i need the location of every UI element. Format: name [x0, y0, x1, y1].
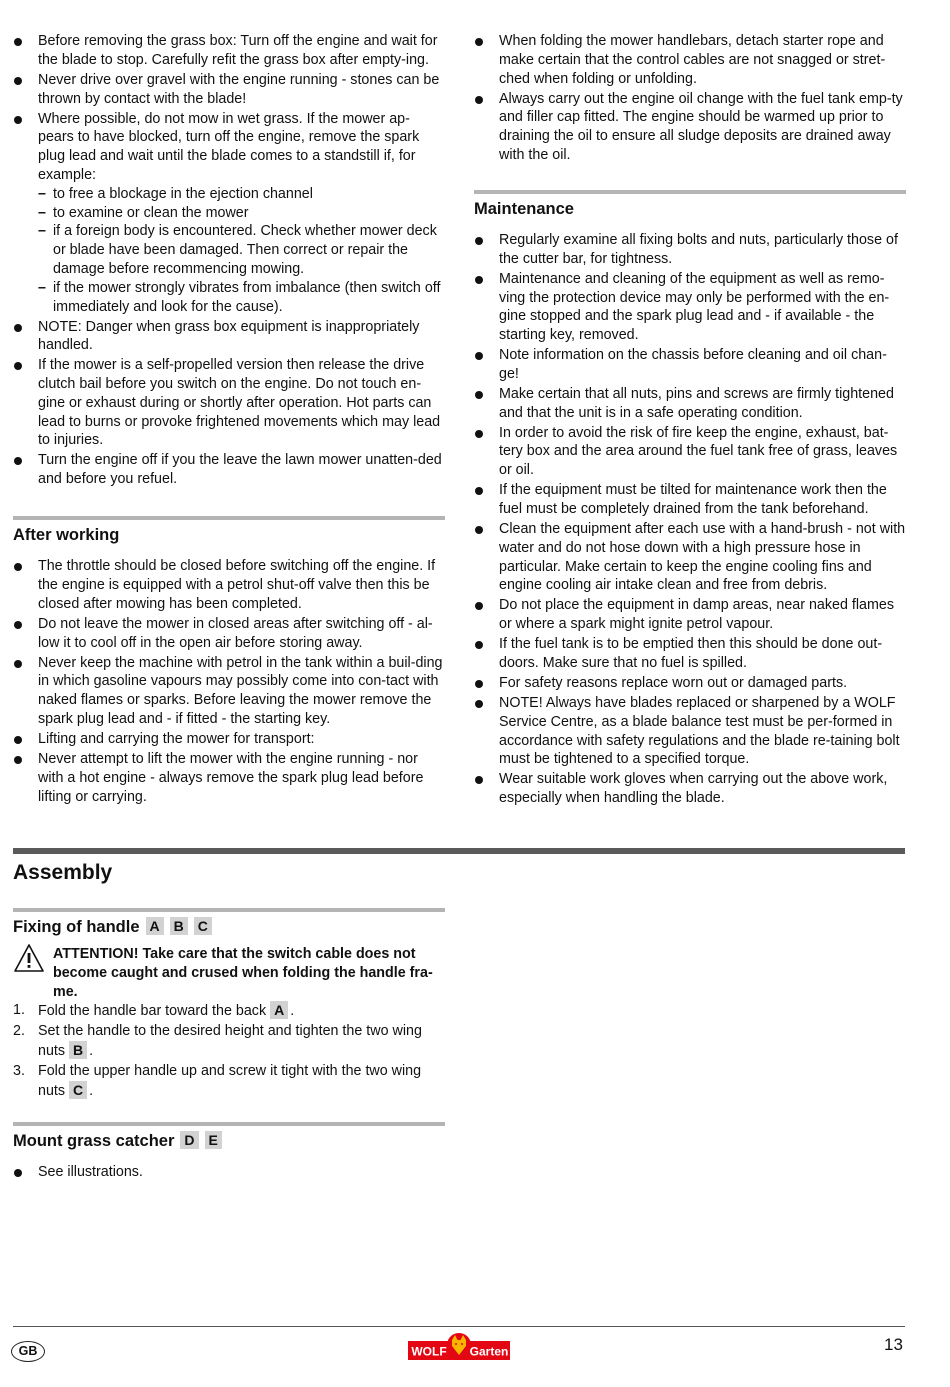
list-item: Clean the equipment after each use with a hand-brush - not with water and do not hose down with a high pressure hose in particular. Make certain to keep the engine cooling fins and engine cooling air intake clean and free from debris. [474, 520, 906, 595]
list-item: Never drive over gravel with the engine running - stones can be thrown by contact with the blade! [13, 71, 445, 109]
maintenance-list [474, 231, 906, 808]
fixing-handle-section [13, 908, 445, 1102]
figure-tag-b: B [69, 1041, 87, 1059]
dash-item: – to examine or clean the mower [38, 204, 445, 223]
list-item: Never keep the machine with petrol in the tank within a buil-ding in which gasoline vapours may possibly come into con-tact with naked flames or sparks. Before leaving the mower remove the spark plug lead and - if fitted - the starting key. [13, 654, 445, 729]
list-item: If the equipment must be tilted for maintenance work then the fuel must be completely drained from the tank beforehand. [474, 481, 906, 519]
step-number: 1. [13, 1002, 25, 1019]
handlebar-list [474, 32, 906, 165]
section-divider [474, 190, 906, 194]
logo-garten-text: Garten [469, 1344, 509, 1359]
figure-tag-a: A [270, 1001, 288, 1019]
list-item: Regularly examine all fixing bolts and nuts, particularly those of the cutter bar, for tightness. [474, 231, 906, 269]
list-item: Never attempt to lift the mower with the engine running - nor with a hot engine - always remove the spark plug lead before lifting or carrying. [13, 750, 445, 806]
dash-item: – if a foreign body is encountered. Check whether mower deck or blade have been damaged. Then correct or repair the damage before recommencing mowing. [38, 222, 445, 278]
step-item [13, 1062, 445, 1101]
fixing-handle-title: Fixing of handle [13, 918, 140, 936]
assembly-steps [13, 1001, 445, 1100]
list-item: Turn the engine off if you the leave the lawn mower unatten-ded and before you refuel. [13, 451, 445, 489]
dash-item: – to free a blockage in the ejection channel [38, 185, 445, 204]
list-item: The throttle should be closed before switching off the engine. If the engine is equipped with a petrol shut-off valve then this be closed after mowing has been completed. [13, 557, 445, 613]
safety-list [13, 32, 445, 489]
list-item: Always carry out the engine oil change with the fuel tank emp-ty and filler cap fitted. The engine should be warmed up prior to draining the oil to ensure all sludge deposits are drained away with the oil. [474, 90, 906, 165]
step-text: Fold the upper handle up and screw it tight with the two wing nuts [38, 1063, 422, 1099]
figure-tag-b: B [170, 917, 188, 935]
step-item [13, 1001, 445, 1021]
right-column [474, 32, 906, 809]
assembly-section [13, 848, 905, 886]
step-end: . [89, 1082, 94, 1099]
assembly-divider [13, 848, 905, 854]
list-item: Do not leave the mower in closed areas after switching off - al-low it to cool off in the open air before storing away. [13, 615, 445, 653]
step-text: Fold the handle bar toward the back [38, 1003, 267, 1020]
attention-text: ATTENTION! Take care that the switch cable does not become caught and crused when folding the handle fra-me. [53, 946, 433, 1000]
footer-divider [13, 1326, 905, 1327]
figure-tag-e: E [205, 1131, 222, 1149]
list-item: Make certain that all nuts, pins and screws are firmly tightened and that the unit is in a safe operating condition. [474, 385, 906, 423]
grass-catcher-section [13, 1122, 445, 1183]
list-item: Lifting and carrying the mower for transport: [13, 730, 445, 749]
section-divider [13, 1122, 445, 1126]
figure-tag-a: A [146, 917, 164, 935]
list-item [13, 110, 445, 317]
country-badge: GB [11, 1341, 45, 1362]
after-working-heading: After working [13, 526, 120, 545]
step-end: . [290, 1003, 295, 1020]
grass-catcher-heading [13, 1131, 445, 1151]
section-divider [13, 516, 445, 520]
attention-note [13, 945, 445, 1001]
list-item: Maintenance and cleaning of the equipment as well as remo-ving the protection device may only be performed with the en-gine stopped and the spark plug lead and - if available - the starting key, removed. [474, 270, 906, 345]
list-item: Before removing the grass box: Turn off the engine and wait for the blade to stop. Carefully refit the grass box after empty-ing. [13, 32, 445, 70]
figure-tag-c: C [69, 1081, 87, 1099]
step-number: 2. [13, 1023, 25, 1040]
dash-item: – if the mower strongly vibrates from imbalance (then switch off immediately and look for the cause). [38, 279, 445, 317]
list-item: For safety reasons replace worn out or damaged parts. [474, 674, 906, 693]
step-number: 3. [13, 1063, 25, 1080]
list-item: NOTE! Always have blades replaced or sharpened by a WOLF Service Centre, as a blade balance test must be per-formed in accordance with safety regulations and the blade re-taining bolt must be tightened to a specified torque. [474, 694, 906, 769]
grass-catcher-title: Mount grass catcher [13, 1132, 175, 1150]
list-item: Do not place the equipment in damp areas, near naked flames or where a spark might ignite petrol vapour. [474, 596, 906, 634]
example-list [38, 185, 445, 317]
step-item [13, 1022, 445, 1061]
step-text: Set the handle to the desired height and tighten the two wing nuts [38, 1023, 422, 1060]
warning-icon [13, 943, 45, 973]
list-item: See illustrations. [13, 1163, 445, 1182]
list-item: Note information on the chassis before cleaning and oil chan-ge! [474, 346, 906, 384]
list-item: If the mower is a self-propelled version then release the drive clutch bail before you switch on the engine. Do not touch en-gine or exhaust during or shortly after operation. Hot parts can lead to burns or provoke frightened movements which may lead to injuries. [13, 356, 445, 450]
section-divider [13, 908, 445, 912]
list-item-text: Where possible, do not mow in wet grass. If the mower ap-pears to have blocked, turn off the engine, remove the spark plug lead and wait until the blade comes to a standstill if, for example: [38, 110, 420, 183]
assembly-title: Assembly [13, 861, 113, 884]
figure-tag-c: C [194, 917, 212, 935]
list-item: When folding the mower handlebars, detach starter rope and make certain that the control cables are not snagged or stret-ched when folding or unfolding. [474, 32, 906, 88]
fixing-handle-heading [13, 917, 445, 937]
page-number: 13 [884, 1335, 903, 1354]
list-item: If the fuel tank is to be emptied then this should be done out-doors. Make sure that no fuel is spilled. [474, 635, 906, 673]
grass-catcher-list [13, 1163, 445, 1182]
wolf-garten-logo [408, 1331, 510, 1361]
list-item: NOTE: Danger when grass box equipment is inappropriately handled. [13, 318, 445, 356]
list-item: In order to avoid the risk of fire keep the engine, exhaust, bat-tery box and the area around the fuel tank free of grass, leaves or oil. [474, 424, 906, 480]
left-column [13, 32, 445, 808]
after-working-list [13, 557, 445, 806]
figure-tag-d: D [180, 1131, 198, 1149]
list-item: Wear suitable work gloves when carrying out the above work, especially when handling the blade. [474, 770, 906, 808]
step-end: . [89, 1043, 94, 1060]
logo-wolf-text: WOLF [411, 1344, 447, 1359]
maintenance-heading: Maintenance [474, 199, 574, 218]
